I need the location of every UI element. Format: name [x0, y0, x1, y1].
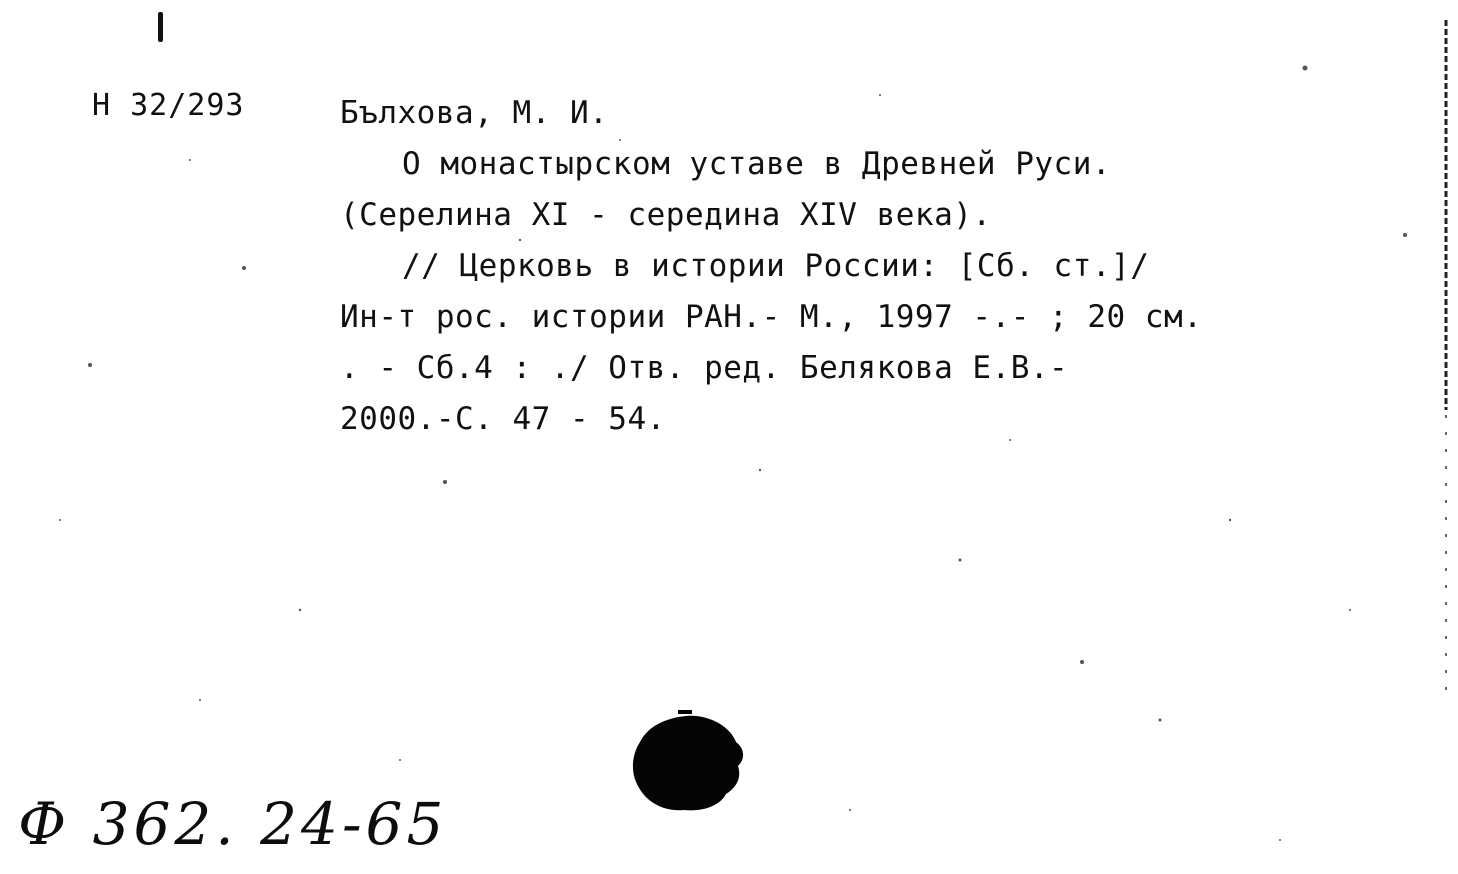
title-line: О монастырском уставе в Древней Руси.	[402, 146, 1112, 182]
shelf-mark: Н 32/293	[92, 88, 245, 123]
volume-editor-line: . - Сб.4 : ./ Отв. ред. Белякова Е.В.-	[340, 350, 1069, 386]
title-continuation-line: (Серелина XI - середина XIV века).	[340, 197, 992, 233]
author-line: Бълхова, М. И.	[340, 95, 609, 131]
card-edge-perforation	[1440, 20, 1452, 690]
pages-line: 2000.-С. 47 - 54.	[340, 401, 666, 437]
publisher-line: Ин-т рос. истории РАН.- М., 1997 -.- ; 20 см.	[340, 299, 1203, 335]
handwritten-call-number: Ф 362. 24-65	[18, 790, 448, 858]
punch-hole	[628, 708, 748, 818]
ink-mark	[158, 12, 163, 42]
bibliographic-entry	[340, 88, 1310, 445]
source-line: // Церковь в истории России: [Сб. ст.]/	[402, 248, 1150, 284]
